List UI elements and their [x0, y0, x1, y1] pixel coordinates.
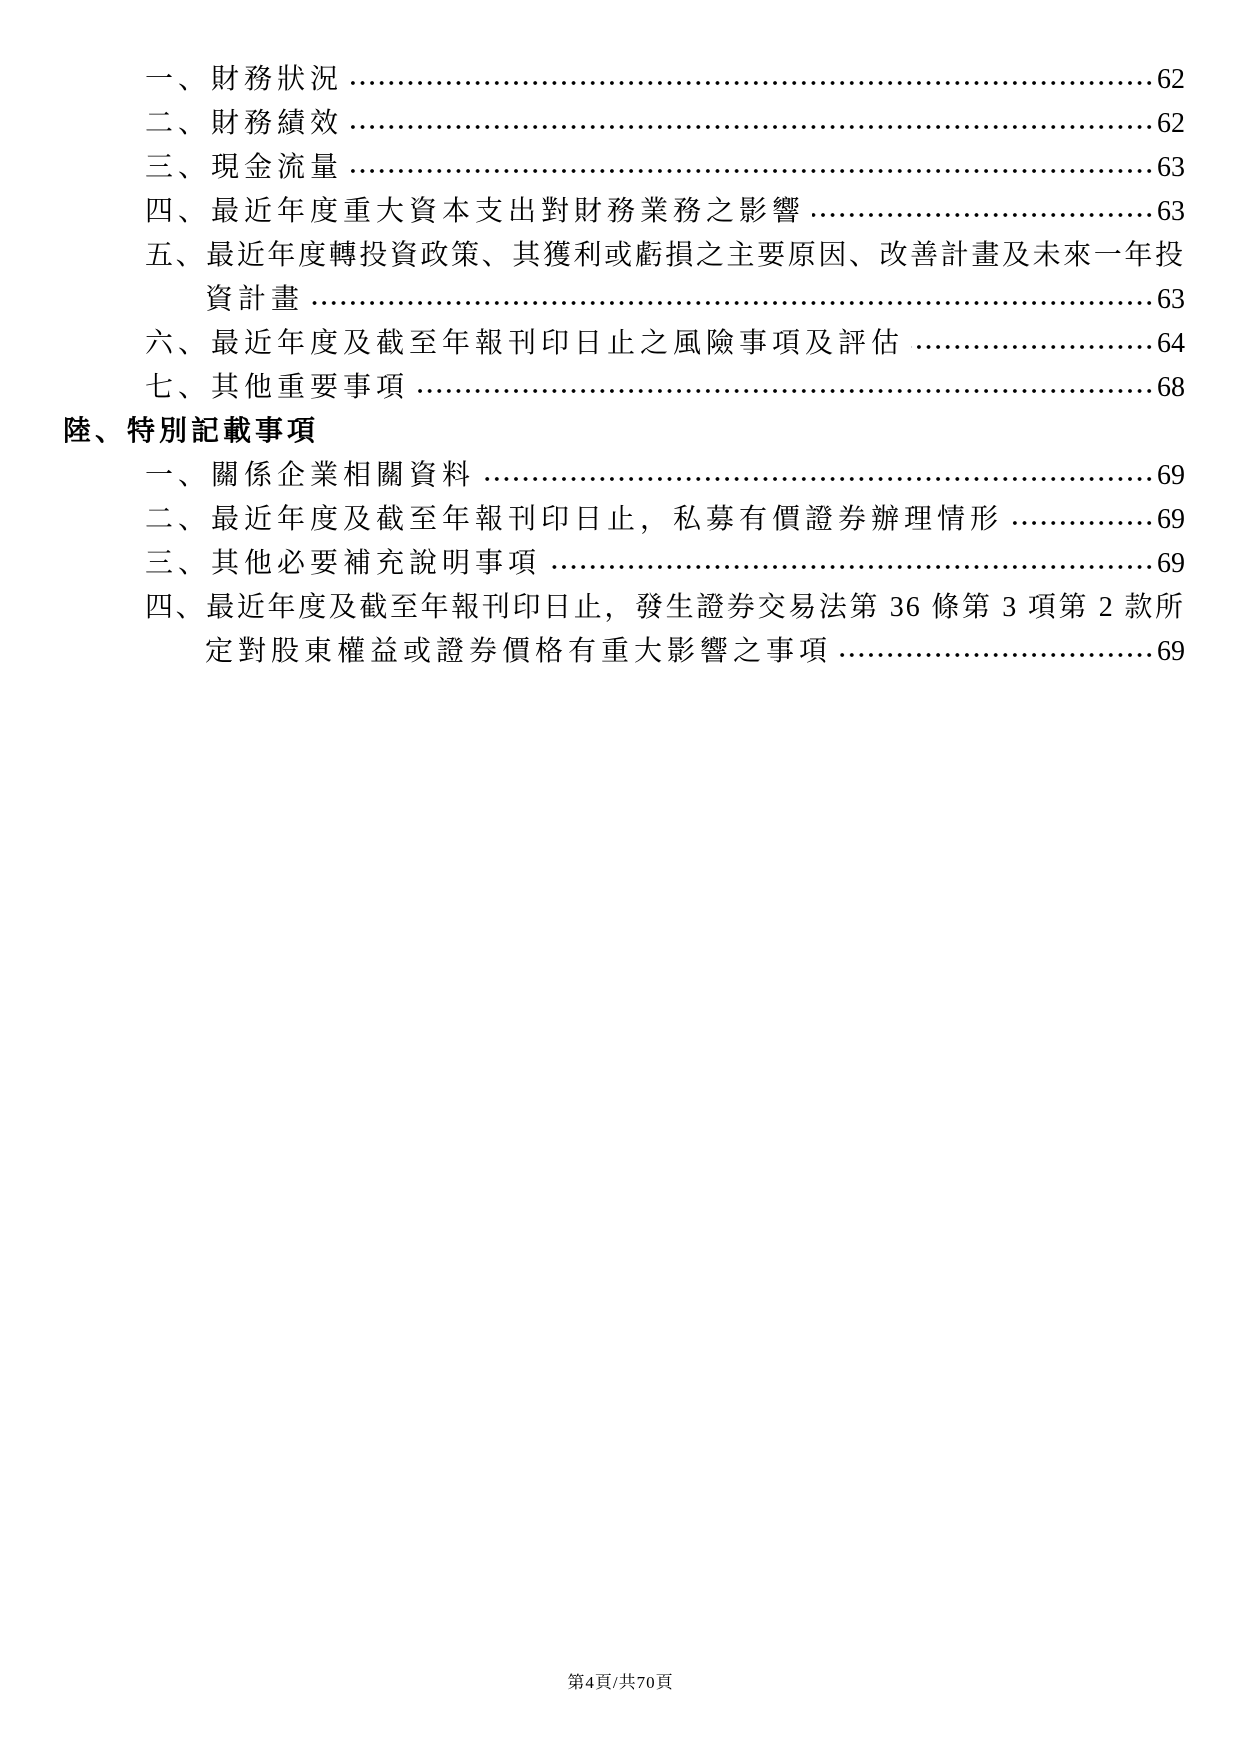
toc-entry-text: 四、最近年度重大資本支出對財務業務之影響 [145, 196, 806, 227]
toc-entry-page-number: 68 [1157, 372, 1185, 403]
dot-leader [416, 388, 1154, 394]
toc-entry [145, 234, 1185, 278]
toc-entry-text: 資計畫 [205, 284, 305, 315]
toc-entry-text: 陸、特別記載事項 [63, 416, 320, 447]
dot-leader [350, 124, 1154, 130]
dot-leader [812, 212, 1154, 218]
toc-entry [145, 498, 1185, 542]
dot-leader [911, 344, 1154, 350]
toc-entry [145, 366, 1185, 410]
toc-entry-text: 一、關係企業相關資料 [145, 460, 476, 491]
table-of-contents [63, 58, 1185, 674]
toc-entry-page-number: 69 [1157, 460, 1185, 491]
dot-leader [350, 80, 1154, 86]
toc-entry [145, 146, 1185, 190]
toc-entry [145, 586, 1185, 630]
toc-entry-page-number: 63 [1157, 196, 1185, 227]
toc-entry-page-number: 62 [1157, 64, 1185, 95]
toc-entry-page-number: 63 [1157, 152, 1185, 183]
toc-entry-text: 七、其他重要事項 [145, 372, 410, 403]
toc-section-heading [63, 410, 1185, 454]
page-number-indicator: 第4頁/共70頁 [567, 1673, 674, 1692]
toc-entry-text: 二、最近年度及截至年報刊印日止，私募有價證券辦理情形 [145, 504, 1004, 535]
toc-entry-text: 四、最近年度及截至年報刊印日止，發生證券交易法第 36 條第 3 項第 2 款所 [145, 592, 1185, 623]
toc-entry [145, 102, 1185, 146]
toc-entry-text: 六、最近年度及截至年報刊印日止之風險事項及評估 [145, 328, 905, 359]
toc-entry [145, 454, 1185, 498]
toc-entry-text: 定對股東權益或證券價格有重大影響之事項 [205, 636, 833, 667]
toc-entry [145, 542, 1185, 586]
toc-entry-text: 三、其他必要補充說明事項 [145, 548, 542, 579]
dot-leader [311, 300, 1154, 306]
toc-entry-text: 三、現金流量 [145, 152, 344, 183]
toc-entry [145, 58, 1185, 102]
toc-entry-text: 二、財務績效 [145, 108, 344, 139]
toc-entry-page-number: 69 [1157, 636, 1185, 667]
toc-entry [205, 630, 1185, 674]
dot-leader [1010, 520, 1154, 526]
dot-leader [839, 652, 1154, 658]
toc-entry-text: 一、財務狀況 [145, 64, 344, 95]
toc-entry-text: 五、最近年度轉投資政策、其獲利或虧損之主要原因、改善計畫及未來一年投 [145, 240, 1185, 271]
toc-entry [205, 278, 1185, 322]
dot-leader [548, 564, 1154, 570]
toc-entry-page-number: 64 [1157, 328, 1185, 359]
toc-entry-page-number: 69 [1157, 504, 1185, 535]
toc-entry-page-number: 63 [1157, 284, 1185, 315]
page-footer [0, 1668, 1241, 1693]
toc-entry [145, 322, 1185, 366]
toc-entry-page-number: 69 [1157, 548, 1185, 579]
dot-leader [482, 476, 1154, 482]
toc-entry-page-number: 62 [1157, 108, 1185, 139]
dot-leader [350, 168, 1154, 174]
toc-entry [145, 190, 1185, 234]
